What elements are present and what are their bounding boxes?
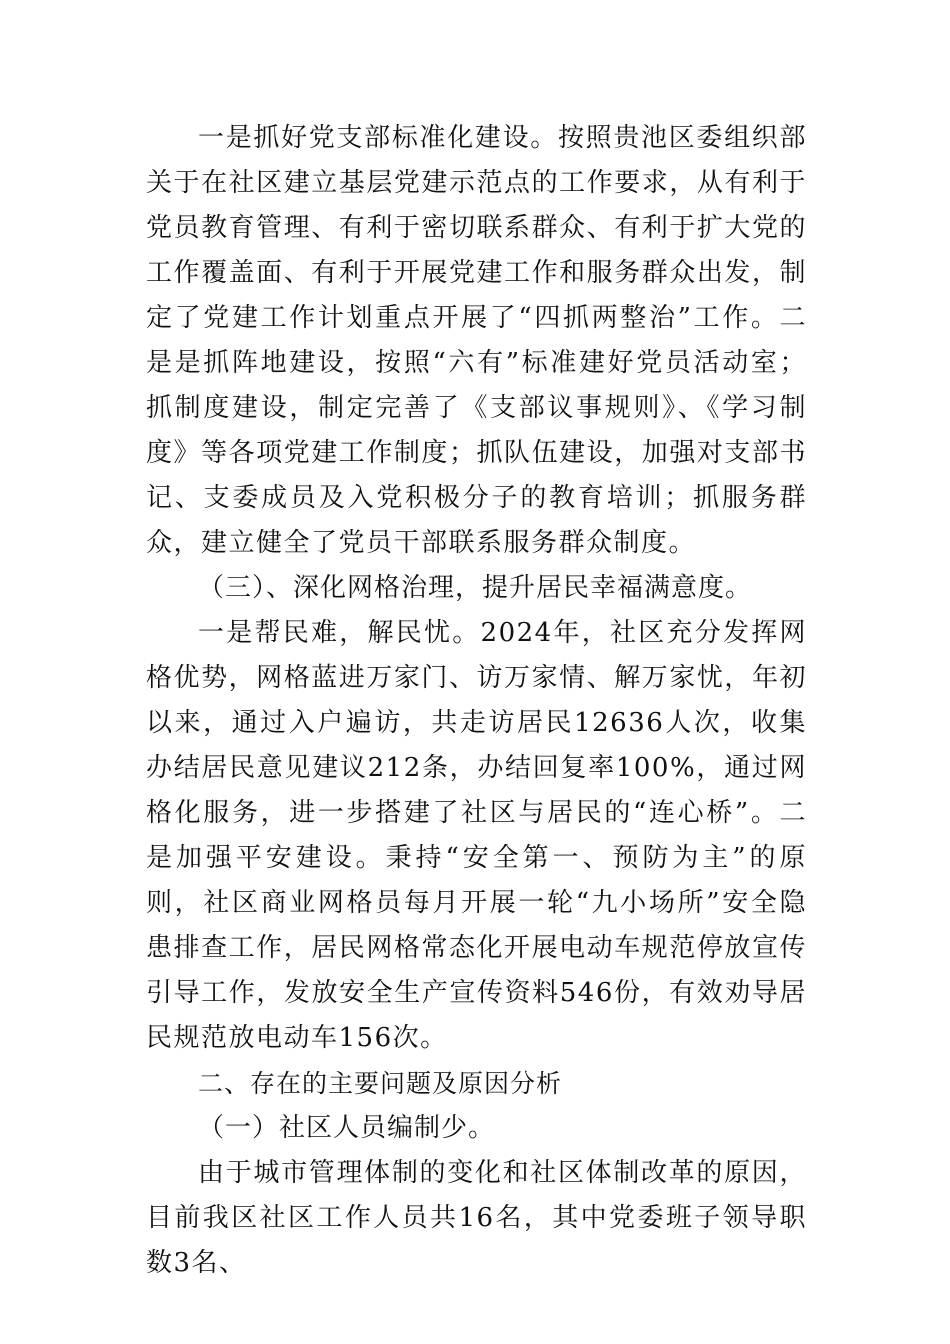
paragraph-staffing: 由于城市管理体制的变化和社区体制改革的原因，目前我区社区工作人员共16名，其中党委班子领导职数3名、 xyxy=(146,1158,807,1278)
paragraph-grid-governance: 一是帮民难，解民忧。2024年，社区充分发挥网格优势，网格蓝进万家门、访万家情、解万家忧，年初以来，通过入户遍访，共走访居民12636人次，收集办结居民意见建议212条，办结回复率100%，通过网格化服务，进一步搭建了社区与居民的“连心桥”。二是加强平安建设。秉持“安全第一、预防为主”的原则，社区商业网格员每月开展一轮“九小场所”安全隐患排查工作，居民网格常态化开展电动车规范停放宣传引导工作，发放安全生产宣传资料546份，有效劝导居民规范放电动车156次。 xyxy=(146,618,807,1053)
subheading-grid-governance: （三）、深化网格治理，提升居民幸福满意度。 xyxy=(198,573,753,603)
subheading-staffing: （一）社区人员编制少。 xyxy=(198,1113,496,1143)
document-body xyxy=(146,116,807,1286)
paragraph-party-branch-building: 一是抓好党支部标准化建设。按照贵池区委组织部关于在社区建立基层党建示范点的工作要求，从有利于党员教育管理、有利于密切联系群众、有利于扩大党的工作覆盖面、有利于开展党建工作和服务群众出发，制定了党建工作计划重点开展了“四抓两整治”工作。二是是抓阵地建设，按照“六有”标准建好党员活动室；抓制度建设，制定完善了《支部议事规则》、《学习制度》等各项党建工作制度；抓队伍建设，加强对支部书记、支委成员及入党积极分子的教育培训；抓服务群众，建立健全了党员干部联系服务群众制度。 xyxy=(146,123,807,558)
section-heading-problems: 二、存在的主要问题及原因分析 xyxy=(198,1069,563,1098)
